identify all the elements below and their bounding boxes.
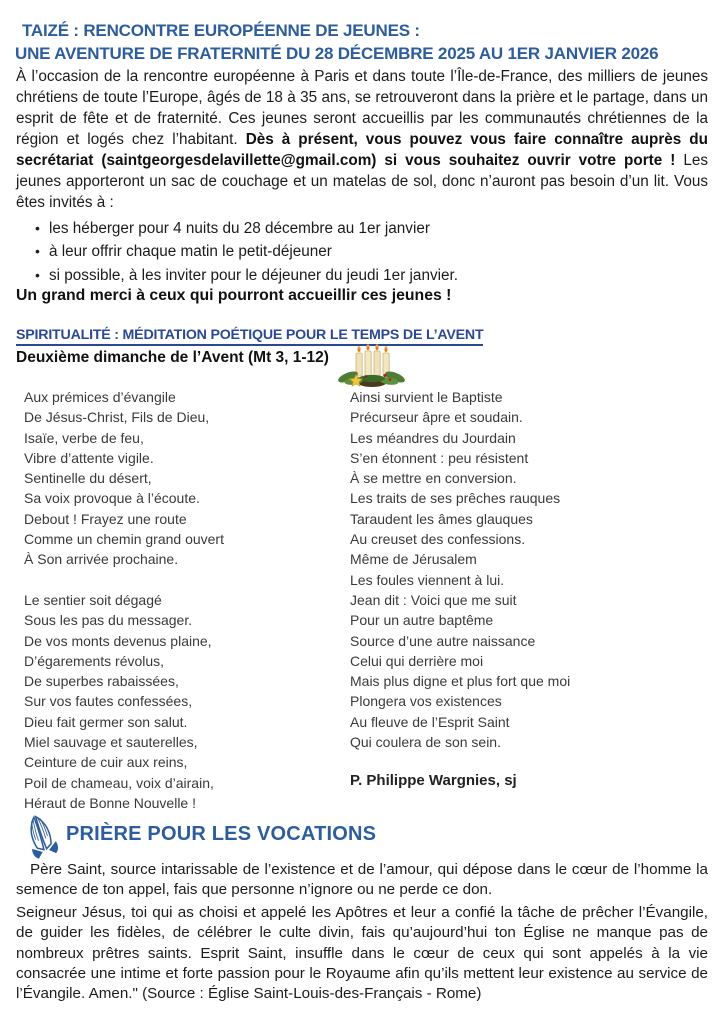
poem-line: De Jésus-Christ, Fils de Dieu,: [24, 409, 210, 426]
poem-line: Les traits de ses prêches rauques: [350, 490, 561, 507]
poem-line: Héraut de Bonne Nouvelle !: [24, 794, 196, 811]
poem-line: Aux prémices d’évangile: [24, 389, 176, 405]
taize-intro-paragraph: [16, 66, 708, 213]
poem-line: De vos monts devenus plaine,: [24, 632, 212, 649]
vocations-paragraph-2: Seigneur Jésus, toi qui as choisi et appelé les Apôtres et leur a confié la tâche de prêcher l’Évangile, de guider les fidèles, de célébrer le culte divin, fais qu’aujourd’hui ton Église ne manque pas de nombreux prêtres saints. Esprit Saint, insuffle dans le cœur de ceux qui sont appelés à la vie consacrée une intime et forte passion pour le Royaume afin qu’ils mettent leur existence au service de l’Évangile. Amen." (Source : Église Saint-Louis-des-Français - Rome): [16, 903, 708, 1003]
thanks-line: Un grand merci à ceux qui pourront accueillir ces jeunes !: [16, 287, 452, 304]
poem-line: Isaïe, verbe de feu,: [24, 429, 144, 446]
intro-text-part1: À l’occasion de la rencontre européenne à Paris et dans toute l’Île-de-France, des milliers de jeunes chrétiens de toute l’Europe, âgés de 18 à 35 ans, se retrouveront dans la prière et le partage, dans un esprit de fête et de fraternité. Ces jeunes seront accueillis par les communautés chrétiennes de la région et logés chez l’habitant.: [16, 68, 708, 148]
list-item: [35, 243, 458, 266]
poem-line: Mais plus digne et plus fort que moi: [350, 673, 571, 690]
poem-line: Le sentier soit dégagé: [24, 591, 162, 608]
praying-hands-icon: [20, 812, 62, 860]
poem-line: Au creuset des confessions.: [350, 531, 526, 548]
bullet-icon: •: [35, 266, 40, 283]
poem-line: Qui coulera de son sein.: [350, 734, 501, 751]
taize-title-line2: UNE AVENTURE DE FRATERNITÉ DU 28 DÉCEMBRE 2025 AU 1ER JANVIER 2026: [15, 44, 659, 63]
intro-bold-callout-with-secretariat-email: Dès à présent, vous pouvez vous faire connaître auprès du secrétariat (saintgeorgesdelavillette@gmail.com) si vous souhaitez ouvrir votre porte !: [16, 131, 708, 169]
poem-line: Poil de chameau, voix d’airain,: [24, 774, 214, 791]
poem-line: Debout ! Frayez une route: [24, 510, 187, 527]
poem-line: Précurseur âpre et soudain.: [350, 409, 523, 426]
poem-line: Les foules viennent à lui.: [350, 571, 505, 588]
poem-line: Vibre d’attente vigile.: [24, 449, 154, 466]
poem-line: Sous les pas du messager.: [24, 612, 193, 629]
poem-line: De superbes rabaissées,: [24, 673, 179, 690]
advent-wreath-icon: [336, 344, 406, 390]
poem-line: Plongera vos existences: [350, 693, 502, 710]
list-item: [35, 220, 458, 243]
list-item-text: si possible, à les inviter pour le déjeuner du jeudi 1er janvier.: [49, 266, 459, 284]
vocations-prayer-text: [16, 860, 708, 1005]
poem-line: Comme un chemin grand ouvert: [24, 531, 224, 548]
poem-column-left: [24, 387, 224, 813]
poem-line: Dieu fait germer son salut.: [24, 713, 188, 730]
poem-line: Au fleuve de l’Esprit Saint: [350, 713, 510, 730]
poem-line: Ceinture de cuir aux reins,: [24, 754, 188, 771]
poem-line: Celui qui derrière moi: [350, 652, 484, 669]
poem-line: Même de Jérusalem: [350, 551, 477, 568]
vocations-heading: PRIÈRE POUR LES VOCATIONS: [66, 823, 377, 845]
poem-line: Sur vos fautes confessées,: [24, 693, 193, 710]
poem-line: Pour un autre baptême: [350, 612, 494, 629]
poem-line: Jean dit : Voici que me suit: [350, 591, 517, 608]
poem-line: Taraudent les âmes glauques: [350, 510, 533, 527]
poem-line: À Son arrivée prochaine.: [24, 551, 179, 568]
poem-line: Les méandres du Jourdain: [350, 429, 516, 446]
poem-line: Miel sauvage et sauterelles,: [24, 734, 198, 751]
spiritualite-heading: SPIRITUALITÉ : MÉDITATION POÉTIQUE POUR LE TEMPS DE L’AVENT: [16, 327, 483, 346]
hosting-invitation-list: [35, 220, 458, 290]
taize-title-line1: TAIZÉ : RENCONTRE EUROPÉENNE DE JEUNES :: [22, 21, 420, 40]
bullet-icon: •: [35, 243, 40, 260]
spiritualite-subheading: Deuxième dimanche de l’Avent (Mt 3, 1-12): [16, 349, 329, 366]
poem-line: [24, 570, 224, 590]
bullet-icon: •: [35, 220, 40, 236]
poem-line: À se mettre en conversion.: [350, 470, 517, 487]
list-item-text: à leur offrir chaque matin le petit-déjeuner: [49, 243, 332, 261]
list-item-text: les héberger pour 4 nuits du 28 décembre au 1er janvier: [49, 220, 430, 237]
poem-line: Sentinelle du désert,: [24, 470, 152, 487]
vocations-paragraph-1: Père Saint, source intarissable de l’existence et de l’amour, qui dépose dans le cœur de l’homme la semence de ton appel, fais que personne n’ignore ou ne perde ce don.: [16, 861, 708, 899]
poem-line: Source d’une autre naissance: [350, 632, 536, 649]
poem-author-signature: P. Philippe Wargnies, sj: [350, 772, 517, 789]
poem-line: D’égarements révolus,: [24, 652, 165, 669]
poem-line: S’en étonnent : peu résistent: [350, 449, 529, 466]
poem-line: Sa voix provoque à l’écoute.: [24, 490, 200, 507]
poem-column-right: [350, 387, 570, 752]
intro-text-part2: Les jeunes apporteront un sac de couchage et un matelas de sol, donc n’auront pas besoin d’un lit. Vous êtes invités à :: [16, 152, 709, 211]
poem-line: Ainsi survient le Baptiste: [350, 389, 503, 405]
